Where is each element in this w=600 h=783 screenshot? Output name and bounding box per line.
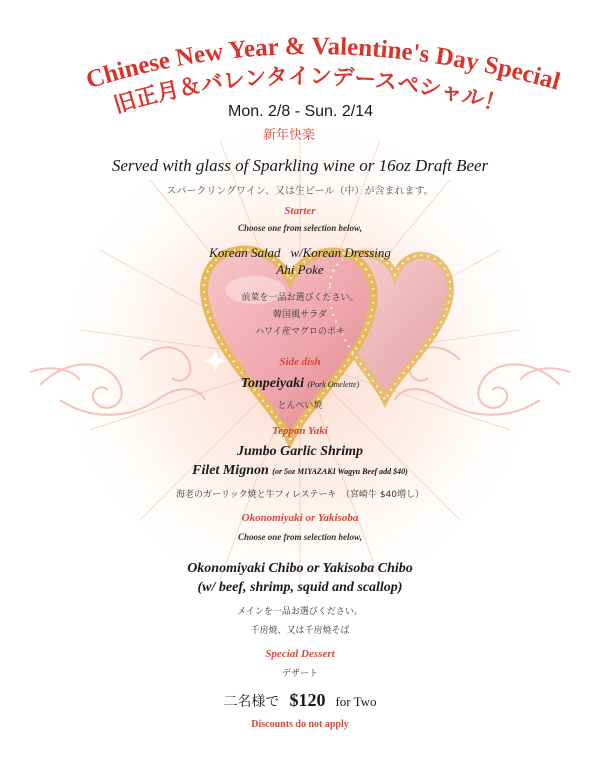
title-arc bbox=[0, 0, 600, 120]
okonomiyaki-note-jp: メインを一品お選びください。 bbox=[237, 607, 363, 617]
starter-item-ahi-poke: Ahi Poke bbox=[276, 262, 324, 277]
discount-disclaimer: Discounts do not apply bbox=[251, 719, 349, 730]
starter-note-jp: 前菜を一品お選びください。 bbox=[241, 293, 359, 303]
served-with-text: Served with glass of Sparkling wine or 16oz Draft Beer bbox=[111, 156, 489, 175]
starter-heading: Starter bbox=[284, 205, 316, 217]
new-year-greeting: 新年快楽 bbox=[263, 128, 316, 143]
starter-item-1-detail: w/Korean Dressing bbox=[290, 245, 391, 260]
event-dates: Mon. 2/8 - Sun. 2/14 bbox=[228, 103, 373, 120]
served-with-text-jp: スパークリングワイン、又は生ビール（中）が含まれます。 bbox=[166, 186, 434, 197]
okonomiyaki-item: Okonomiyaki Chibo or Yakisoba Chibo bbox=[187, 561, 413, 576]
side-dish-heading: Side dish bbox=[279, 356, 321, 368]
side-dish-name: Tonpeiyaki bbox=[240, 376, 304, 391]
price-amount: $120 bbox=[289, 690, 326, 710]
price-line bbox=[0, 690, 600, 711]
okonomiyaki-item-detail: (w/ beef, shrimp, squid and scallop) bbox=[197, 580, 403, 595]
okonomiyaki-heading: Okonomiyaki or Yakisoba bbox=[241, 512, 359, 524]
side-dish-note: (Pork Omelette) bbox=[307, 380, 360, 389]
starter-item-1-name: Korean Salad bbox=[209, 245, 281, 260]
side-dish-jp: とんぺい焼 bbox=[277, 401, 323, 411]
teppan-jp: 海老のガーリック焼と牛フィレステーキ （宮崎牛 $40増し） bbox=[175, 490, 424, 500]
starter-item-korean-salad bbox=[0, 245, 600, 261]
teppan-item-filet-name: Filet Mignon bbox=[192, 463, 269, 478]
teppan-item-shrimp: Jumbo Garlic Shrimp bbox=[236, 444, 364, 459]
dessert-jp: デザート bbox=[281, 669, 318, 679]
price-for-two: for Two bbox=[335, 694, 377, 709]
title-english: Chinese New Year & Valentine's Day Special bbox=[82, 32, 564, 96]
okonomiyaki-note: Choose one from selection below, bbox=[238, 532, 362, 542]
price-jp-label: 二名様で bbox=[223, 694, 280, 710]
teppan-item-filet bbox=[0, 463, 600, 479]
teppan-heading: Teppan Yaki bbox=[272, 425, 328, 437]
teppan-item-filet-note: (or 5oz MIYAZAKI Wagyu Beef add $40) bbox=[272, 467, 408, 476]
starter-item-1-jp: 韓国風サラダ bbox=[273, 310, 327, 320]
okonomiyaki-item-jp: 千房焼、又は千房焼そば bbox=[250, 626, 350, 636]
starter-item-2-jp: ハワイ産マグロのポキ bbox=[255, 327, 345, 337]
starter-note: Choose one from selection below, bbox=[238, 223, 362, 233]
dessert-heading: Special Dessert bbox=[265, 648, 335, 660]
side-dish-item bbox=[0, 376, 600, 392]
title-japanese: 旧正月＆バレンタインデースペシャル！ bbox=[111, 64, 509, 119]
